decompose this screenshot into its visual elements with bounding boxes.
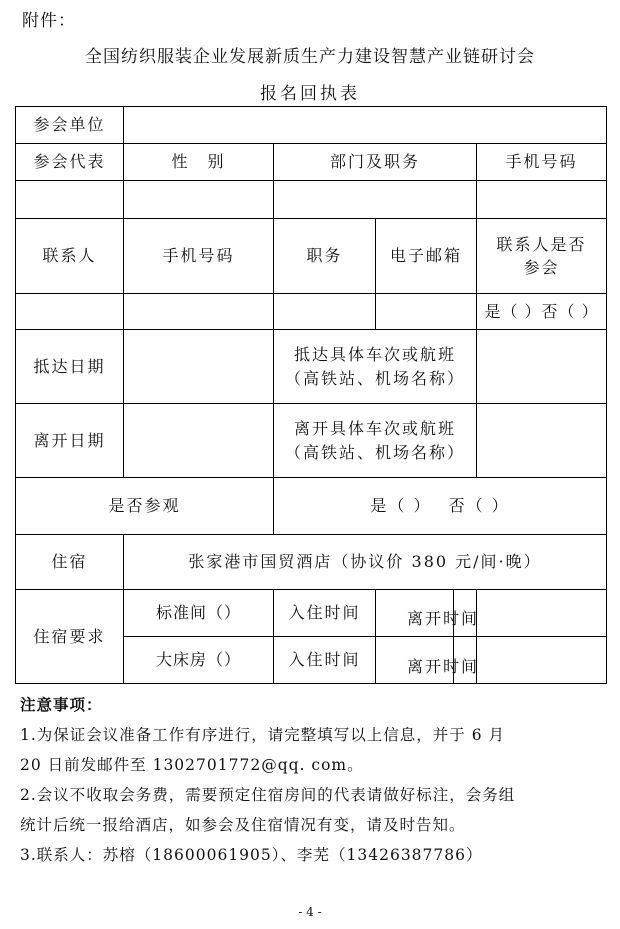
arrival-detail-label <box>274 330 477 404</box>
note-item-1-line1: 1.为保证会议准备工作有序进行，请完整填写以上信息，并于 6 月 <box>20 726 506 744</box>
position-input-cell[interactable] <box>274 294 376 330</box>
page-number: - 4 - <box>298 905 322 919</box>
arrival-detail-line2: （高铁站、机场名称） <box>284 368 465 388</box>
note-item-3: 3.联系人：苏榕（18600061905）、李芜（13426387786） <box>20 846 483 864</box>
big-bed-room-option[interactable]: 大床房（） <box>124 637 274 684</box>
attachment-label: 附件： <box>22 11 76 31</box>
departure-detail-line2: （高铁站、机场名称） <box>284 442 465 462</box>
note-item-1-line2: 20 日前发邮件至 1302701772@qq. com。 <box>20 756 364 774</box>
visit-label: 是否参观 <box>16 478 274 535</box>
contact-phone-label: 手机号码 <box>124 219 274 294</box>
arrival-detail-input-cell[interactable] <box>477 330 607 404</box>
departure-detail-input-cell[interactable] <box>477 404 607 478</box>
departure-label: 离开日期 <box>16 404 124 478</box>
lodging-req-label: 住宿要求 <box>16 590 124 684</box>
lodging-value: 张家港市国贸酒店（协议价 380 元/间·晚） <box>124 535 607 590</box>
contact-attend-label <box>477 219 607 294</box>
dept-label: 部门及职务 <box>274 144 477 181</box>
email-label: 电子邮箱 <box>376 219 477 294</box>
standard-room-option[interactable]: 标准间（） <box>124 590 274 637</box>
arrival-date-input-cell[interactable] <box>124 330 274 404</box>
position-label: 职务 <box>274 219 376 294</box>
departure-date-input-cell[interactable] <box>124 404 274 478</box>
form-title: 报名回执表 <box>260 84 360 104</box>
departure-detail-line1: 离开具体车次或航班 <box>293 419 456 439</box>
checkout-label-standard-text: 离开时间 <box>407 609 480 628</box>
checkout-label-bigbed-text: 离开时间 <box>407 657 480 676</box>
phone-label: 手机号码 <box>477 144 607 181</box>
registration-form-table <box>15 106 607 684</box>
contact-attend-label-line2: 参会 <box>523 258 560 277</box>
contact-attend-choice[interactable]: 是（ ）否（ ） <box>477 294 607 330</box>
document-title: 全国纺织服装企业发展新质生产力建设智慧产业链研讨会 <box>85 47 535 67</box>
note-item-2-line1: 2.会议不收取会务费，需要预定住宿房间的代表请做好标注，会务组 <box>20 786 516 804</box>
lodging-label: 住宿 <box>16 535 124 590</box>
email-input-cell[interactable] <box>376 294 477 330</box>
checkin-label-standard: 入住时间 <box>274 590 376 637</box>
contact-phone-input-cell[interactable] <box>124 294 274 330</box>
visit-choice[interactable]: 是（ ） 否（ ） <box>274 478 607 535</box>
unit-input-cell[interactable] <box>124 107 607 144</box>
departure-detail-label <box>274 404 477 478</box>
contact-label: 联系人 <box>16 219 124 294</box>
checkout-input-bigbed[interactable] <box>477 637 607 684</box>
contact-input-cell[interactable] <box>16 294 124 330</box>
unit-label: 参会单位 <box>16 107 124 144</box>
rep-input-cell[interactable] <box>16 181 124 219</box>
notes-section <box>20 690 590 870</box>
checkout-input-standard[interactable] <box>477 590 607 637</box>
phone-input-cell[interactable] <box>477 181 607 219</box>
notes-heading: 注意事项： <box>20 695 103 714</box>
gender-input-cell[interactable] <box>124 181 274 219</box>
note-item-2-line2: 统计后统一报给酒店，如参会及住宿情况有变，请及时告知。 <box>20 816 466 834</box>
dept-input-cell[interactable] <box>274 181 477 219</box>
arrival-detail-line1: 抵达具体车次或航班 <box>293 345 456 365</box>
contact-attend-label-line1: 联系人是否 <box>496 234 587 254</box>
checkin-label-bigbed: 入住时间 <box>274 637 376 684</box>
arrival-label: 抵达日期 <box>16 330 124 404</box>
gender-label: 性 别 <box>124 144 274 181</box>
rep-label: 参会代表 <box>16 144 124 181</box>
